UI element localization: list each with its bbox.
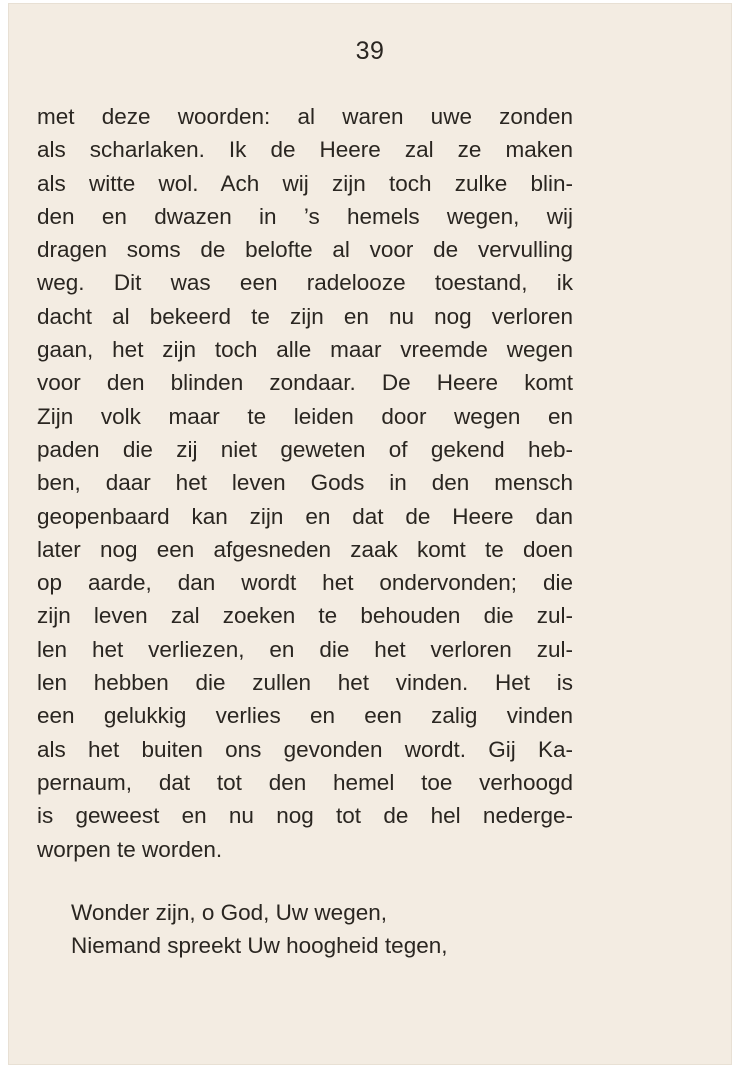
book-page	[8, 3, 732, 1065]
text-line: een gelukkig verlies en een zalig vinden	[37, 703, 573, 729]
text-line: geopenbaard kan zijn en dat de Heere dan	[37, 503, 573, 529]
text-line: weg. Dit was een radelooze toestand, ik	[37, 270, 573, 296]
text-line: dragen soms de belofte al voor de vervulling	[37, 237, 573, 263]
text-line: met deze woorden: al waren uwe zonden	[37, 104, 573, 129]
text-line: voor den blinden zondaar. De Heere komt	[37, 370, 573, 396]
text-line: op aarde, dan wordt het ondervonden; die	[37, 570, 573, 596]
text-line: gaan, het zijn toch alle maar vreemde wegen	[37, 337, 573, 363]
text-line: pernaum, dat tot den hemel toe verhoogd	[37, 769, 573, 795]
text-line: als het buiten ons gevonden wordt. Gij Ka-	[37, 736, 573, 762]
text-line: paden die zij niet geweten of gekend heb-	[37, 436, 573, 462]
text-line: Zijn volk maar te leiden door wegen en	[37, 403, 573, 429]
text-line-last: worpen te worden.	[37, 836, 223, 862]
body-paragraph	[37, 100, 573, 866]
text-line: zijn leven zal zoeken te behouden die zul-	[37, 603, 573, 629]
text-line: den en dwazen in ’s hemels wegen, wij	[37, 203, 573, 229]
text-line: len hebben die zullen het vinden. Het is	[37, 670, 573, 696]
text-line: is geweest en nu nog tot de hel nederge-	[37, 803, 573, 829]
text-line: later nog een afgesneden zaak komt te doen	[37, 536, 573, 562]
poem-stanza	[71, 896, 447, 962]
poem-line: Niemand spreekt Uw hoogheid tegen,	[71, 933, 448, 958]
text-line: ben, daar het leven Gods in den mensch	[37, 470, 573, 496]
poem-line: Wonder zijn, o God, Uw wegen,	[71, 900, 387, 925]
text-line: len het verliezen, en die het verloren zul-	[37, 636, 573, 662]
page-number: 39	[355, 37, 385, 65]
text-line: als scharlaken. Ik de Heere zal ze maken	[37, 137, 573, 163]
text-line: dacht al bekeerd te zijn en nu nog verloren	[37, 303, 573, 329]
text-line: als witte wol. Ach wij zijn toch zulke blin-	[37, 170, 573, 196]
